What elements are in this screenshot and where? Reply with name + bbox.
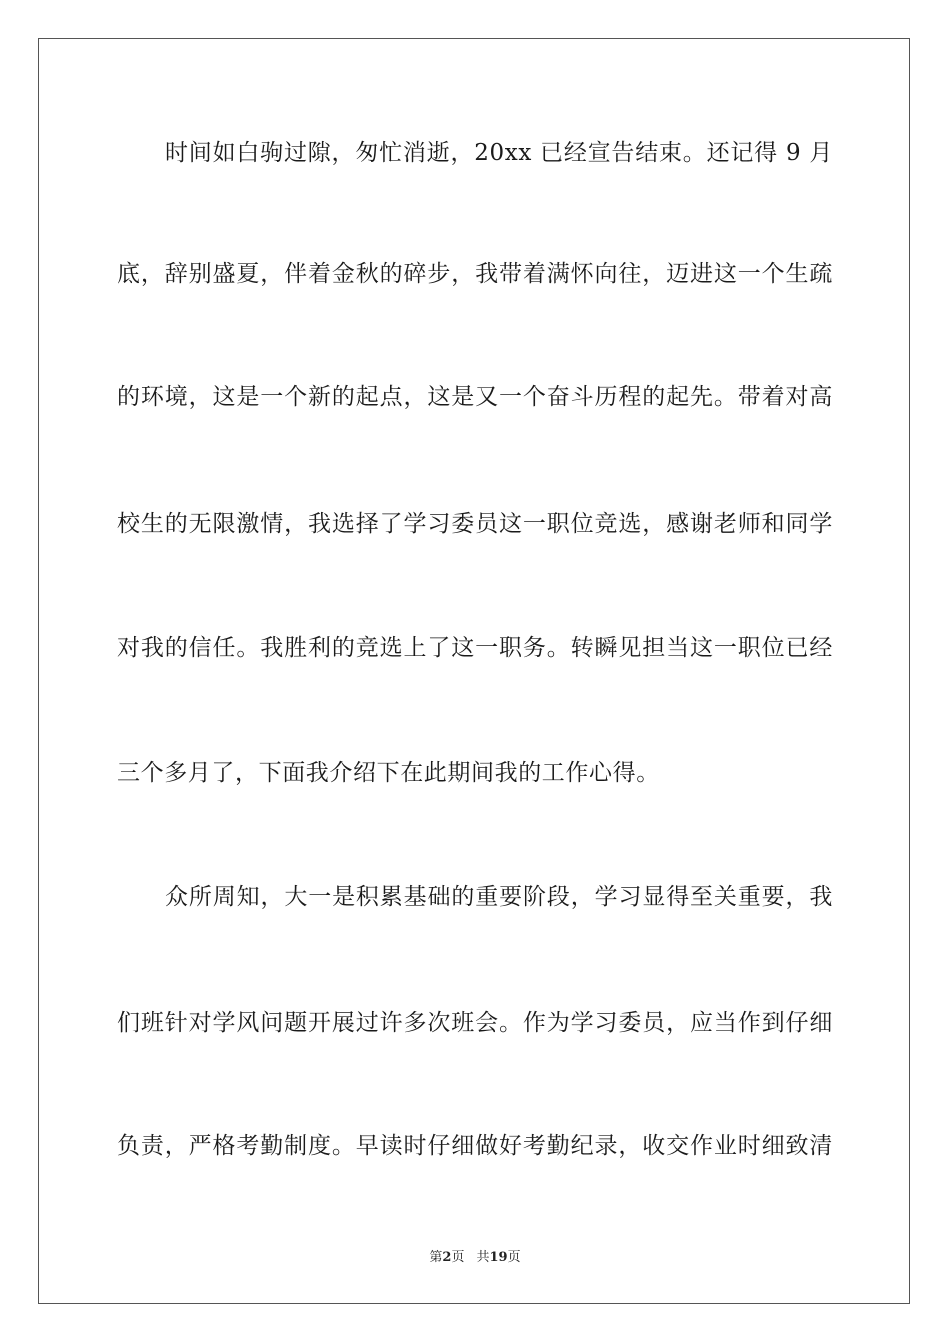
page-footer <box>0 1246 950 1265</box>
paragraph-1-line-3: 的环境，这是一个新的起点，这是又一个奋斗历程的起先。带着对高 <box>117 384 833 410</box>
page-number: 2 <box>442 1250 452 1265</box>
paragraph-2-line-2: 们班针对学风问题开展过许多次班会。作为学习委员，应当作到仔细 <box>117 1010 833 1036</box>
paragraph-1-line-6: 三个多月了，下面我介绍下在此期间我的工作心得。 <box>117 760 660 786</box>
paragraph-2-line-3: 负责，严格考勤制度。早读时仔细做好考勤纪录，收交作业时细致清 <box>117 1133 833 1159</box>
paragraph-1-line-4: 校生的无限激情，我选择了学习委员这一职位竞选，感谢老师和同学 <box>117 511 833 537</box>
page-border <box>38 38 910 1304</box>
paragraph-1-line-5: 对我的信任。我胜利的竞选上了这一职务。转瞬见担当这一职位已经 <box>117 635 833 661</box>
paragraph-1-line-1: 时间如白驹过隙，匆忙消逝，20xx 已经宣告结束。还记得 9 月 <box>165 140 833 166</box>
page-suffix: 页 <box>451 1250 465 1265</box>
paragraph-2-line-1: 众所周知，大一是积累基础的重要阶段，学习显得至关重要，我 <box>165 884 833 910</box>
total-pages: 19 <box>489 1250 508 1265</box>
page-prefix: 第 <box>429 1250 443 1265</box>
paragraph-1-line-2: 底，辞别盛夏，伴着金秋的碎步，我带着满怀向往，迈进这一个生疏 <box>117 261 833 287</box>
total-suffix: 页 <box>507 1250 521 1265</box>
total-prefix: 共 <box>476 1250 490 1265</box>
